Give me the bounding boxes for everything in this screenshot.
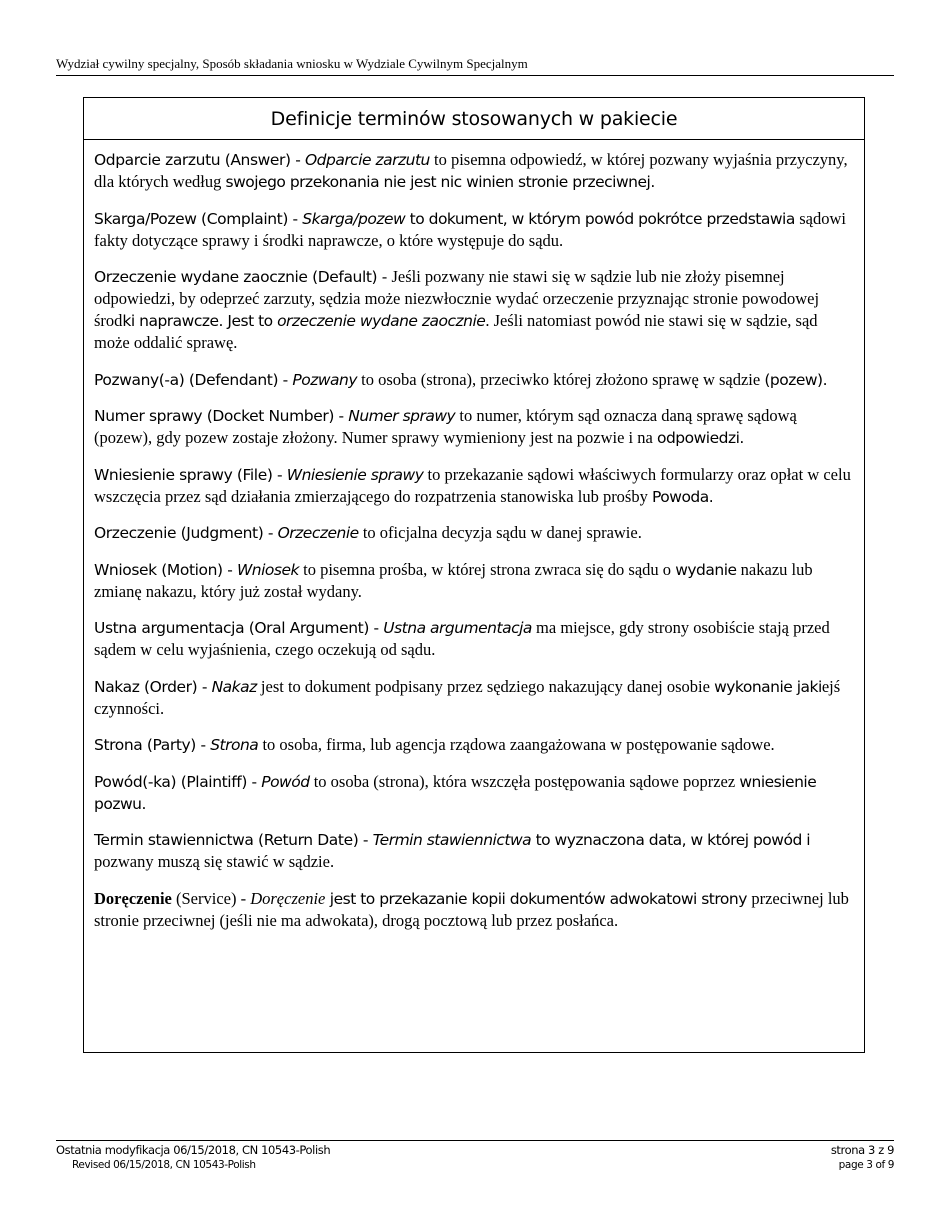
box-title: Definicje terminów stosowanych w pakiecie [84, 98, 864, 140]
header-text: Wydział cywilny specjalny, Sposób składania wniosku w Wydziale Cywilnym Specjalnym [56, 56, 528, 71]
footer-row-english [56, 1158, 894, 1173]
footer-row-polish [56, 1143, 894, 1158]
definition-service: Doręczenie (Service) - Doręczenie jest to przekazanie kopii dokumentów adwokatowi strony przeciwnej lub stronie przeciwnej (jeśli nie ma adwokata), drogą pocztową lub przez posłańca. [94, 888, 849, 930]
definition-default: Orzeczenie wydane zaocznie (Default) - Jeśli pozwany nie stawi się w sądzie lub nie złoży pisemnej odpowiedzi, by odeprzeć zarzuty, sędzia może niezwłocznie wydać orzeczenie przyznając stronie powodowej środki naprawcze. Jest to orzeczenie wydane zaocznie. Jeśli natomiast powód nie stawi się w sądzie, sąd może oddalić sprawę. [94, 267, 820, 352]
definitions-list [84, 140, 864, 932]
footer-page-number-english: page 3 of 9 [838, 1159, 894, 1171]
definition-order: Nakaz (Order) - Nakaz jest to dokument podpisany przez sędziego nakazujący danej osobie wykonanie jakiejś czynności. [94, 676, 841, 718]
definition-complaint: Skarga/Pozew (Complaint) - Skarga/pozew to dokument, w którym powód pokrótce przedstawia sądowi fakty dotyczące sprawy i środki naprawcze, o które występuje do sądu. [94, 208, 847, 250]
definition-docket-number: Numer sprawy (Docket Number) - Numer sprawy to numer, którym sąd oznacza daną sprawę sądową (pozew), gdy pozew zostaje złożony. Numer sprawy wymieniony jest na pozwie i na odpowiedzi. [94, 406, 797, 447]
definition-plaintiff: Powód(-ka) (Plaintiff) - Powód to osoba (strona), która wszczęła postępowania sądowe poprzez wniesienie pozwu. [94, 771, 817, 813]
footer-page-number-polish: strona 3 z 9 [830, 1143, 894, 1157]
definition-judgment: Orzeczenie (Judgment) - Orzeczenie to oficjalna decyzja sądu w danej sprawie. [94, 523, 642, 542]
definition-motion: Wniosek (Motion) - Wniosek to pisemna prośba, w której strona zwraca się do sądu o wydanie nakazu lub zmianę nakazu, który już został wydany. [94, 559, 813, 601]
definition-file: Wniesienie sprawy (File) - Wniesienie sprawy to przekazanie sądowi właściwych formularzy oraz opłat w celu wszczęcia przez sąd działania zmierzającego do rozpatrzenia stanowiska lub prośby Powoda. [94, 464, 851, 506]
definitions-box [83, 97, 865, 1053]
definition-defendant: Pozwany(-a) (Defendant) - Pozwany to osoba (strona), przeciwko której złożono sprawę w sądzie (pozew). [94, 369, 828, 389]
page-header [56, 56, 894, 76]
footer-revision-english: Revised 06/15/2018, CN 10543-Polish [72, 1159, 256, 1171]
definition-oral-argument: Ustna argumentacja (Oral Argument) - Ustna argumentacja ma miejsce, gdy strony osobiście stają przed sądem w celu wyjaśnienia, czego oczekują od sądu. [94, 618, 830, 659]
page-footer [56, 1140, 894, 1173]
footer-revision-polish: Ostatnia modyfikacja 06/15/2018, CN 10543-Polish [56, 1143, 331, 1157]
definition-return-date: Termin stawiennictwa (Return Date) - Termin stawiennictwa to wyznaczona data, w której powód i pozwany muszą się stawić w sądzie. [94, 831, 811, 871]
definition-party: Strona (Party) - Strona to osoba, firma, lub agencja rządowa zaangażowana w postępowanie sądowe. [94, 735, 775, 754]
definition-answer: Odparcie zarzutu (Answer) - Odparcie zarzutu to pisemna odpowiedź, w której pozwany wyjaśnia przyczyny, dla których według swojego przekonania nie jest nic winien stronie przeciwnej. [94, 150, 848, 191]
